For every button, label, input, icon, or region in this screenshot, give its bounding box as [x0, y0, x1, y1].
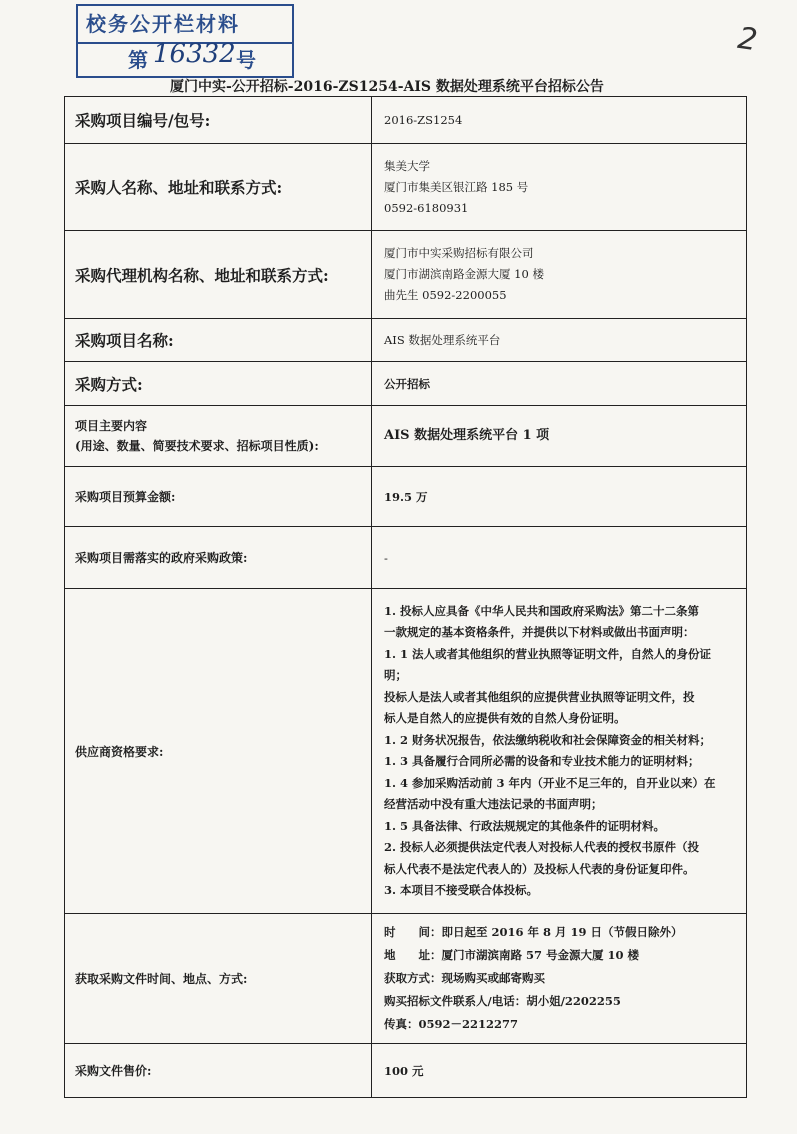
label-main-content [65, 406, 372, 467]
stamp-handwritten-number: 16332 [153, 39, 236, 69]
value-agency [372, 231, 747, 319]
value-main-content: AIS 数据处理系统平台 1 项 [372, 406, 747, 467]
obtain-line: 时 间：即日起至 2016 年 8 月 19 日（节假日除外） [384, 925, 683, 939]
value-policy: - [372, 527, 747, 589]
archive-stamp [76, 4, 294, 78]
stamp-suffix: 号 [236, 48, 256, 72]
label-purchaser: 采购人名称、地址和联系方式: [65, 144, 372, 231]
page-number-mark: 2 [735, 20, 760, 59]
label-policy: 采购项目需落实的政府采购政策: [65, 527, 372, 589]
row-main-content [65, 406, 747, 467]
qualification-line: 2. 投标人必须提供法定代表人对投标人代表的授权书原件（投 [384, 840, 700, 854]
label-project-no: 采购项目编号/包号: [65, 97, 372, 144]
label-obtain: 获取采购文件时间、地点、方式: [65, 914, 372, 1044]
row-agency [65, 231, 747, 319]
main-content-label-line2: (用途、数量、简要技术要求、招标项目性质): [75, 439, 319, 453]
obtain-line: 获取方式：现场购买或邮寄购买 [384, 971, 545, 985]
row-policy [65, 527, 747, 589]
qualification-line: 标人是自然人的应提供有效的自然人身份证明。 [384, 711, 626, 725]
tender-info-table [64, 96, 747, 1098]
label-agency: 采购代理机构名称、地址和联系方式: [65, 231, 372, 319]
row-budget [65, 467, 747, 527]
value-qualification [372, 589, 747, 914]
label-method: 采购方式: [65, 362, 372, 406]
agency-line: 厦门市中实采购招标有限公司 [384, 246, 534, 260]
qualification-line: 标人代表不是法定代表人的）及投标人代表的身份证复印件。 [384, 861, 695, 876]
qualification-line: 1. 1 法人或者其他组织的营业执照等证明文件，自然人的身份证 [384, 646, 712, 661]
row-method [65, 362, 747, 406]
label-price: 采购文件售价: [65, 1044, 372, 1098]
agency-line: 厦门市湖滨南路金源大厦 10 楼 [384, 267, 544, 281]
row-price [65, 1044, 747, 1098]
stamp-title: 校务公开栏材料 [78, 6, 292, 44]
qualification-line: 经营活动中没有重大违法记录的书面声明； [384, 797, 603, 811]
row-qualification [65, 589, 747, 914]
row-purchaser [65, 144, 747, 231]
label-budget: 采购项目预算金额: [65, 467, 372, 527]
obtain-line: 购买招标文件联系人/电话：胡小姐/2202255 [384, 994, 621, 1008]
purchaser-line: 集美大学 [384, 158, 430, 173]
stamp-prefix: 第 [128, 48, 148, 72]
document-title: 厦门中实-公开招标-2016-ZS1254-AIS 数据处理系统平台招标公告 [170, 79, 604, 95]
qualification-line: 一款规定的基本资格条件，并提供以下材料或做出书面声明： [384, 625, 695, 639]
purchaser-line: 0592-6180931 [384, 200, 469, 215]
value-price: 100 元 [372, 1044, 747, 1098]
value-obtain [372, 914, 747, 1044]
main-content-label-line1: 项目主要内容 [75, 419, 148, 433]
value-budget: 19.5 万 [372, 467, 747, 527]
label-project-name: 采购项目名称: [65, 319, 372, 362]
label-qualification: 供应商资格要求: [65, 589, 372, 914]
obtain-line: 传真：0592－2212277 [384, 1017, 519, 1031]
qualification-line: 1. 2 财务状况报告，依法缴纳税收和社会保障资金的相关材料； [384, 732, 712, 747]
purchaser-line: 厦门市集美区银江路 185 号 [384, 179, 529, 194]
qualification-line: 投标人是法人或者其他组织的应提供营业执照等证明文件，投 [384, 689, 695, 704]
qualification-line: 1. 投标人应具备《中华人民共和国政府采购法》第二十二条第 [384, 603, 700, 618]
row-obtain [65, 914, 747, 1044]
value-method: 公开招标 [372, 362, 747, 406]
qualification-line: 1. 3 具备履行合同所必需的设备和专业技术能力的证明材料； [384, 754, 700, 768]
value-project-name: AIS 数据处理系统平台 [372, 319, 747, 362]
qualification-line: 3. 本项目不接受联合体投标。 [384, 883, 539, 897]
qualification-line: 1. 5 具备法律、行政法规规定的其他条件的证明材料。 [384, 818, 666, 833]
qualification-line: 1. 4 参加采购活动前 3 年内（开业不足三年的，自开业以来）在 [384, 775, 716, 790]
qualification-line: 明； [384, 668, 407, 682]
row-project-no [65, 97, 747, 144]
stamp-number-line [78, 39, 292, 76]
value-purchaser [372, 144, 747, 231]
row-project-name [65, 319, 747, 362]
agency-line: 曲先生 0592-2200055 [384, 288, 507, 302]
value-project-no: 2016-ZS1254 [372, 97, 747, 144]
obtain-line: 地 址：厦门市湖滨南路 57 号金源大厦 10 楼 [384, 948, 640, 962]
